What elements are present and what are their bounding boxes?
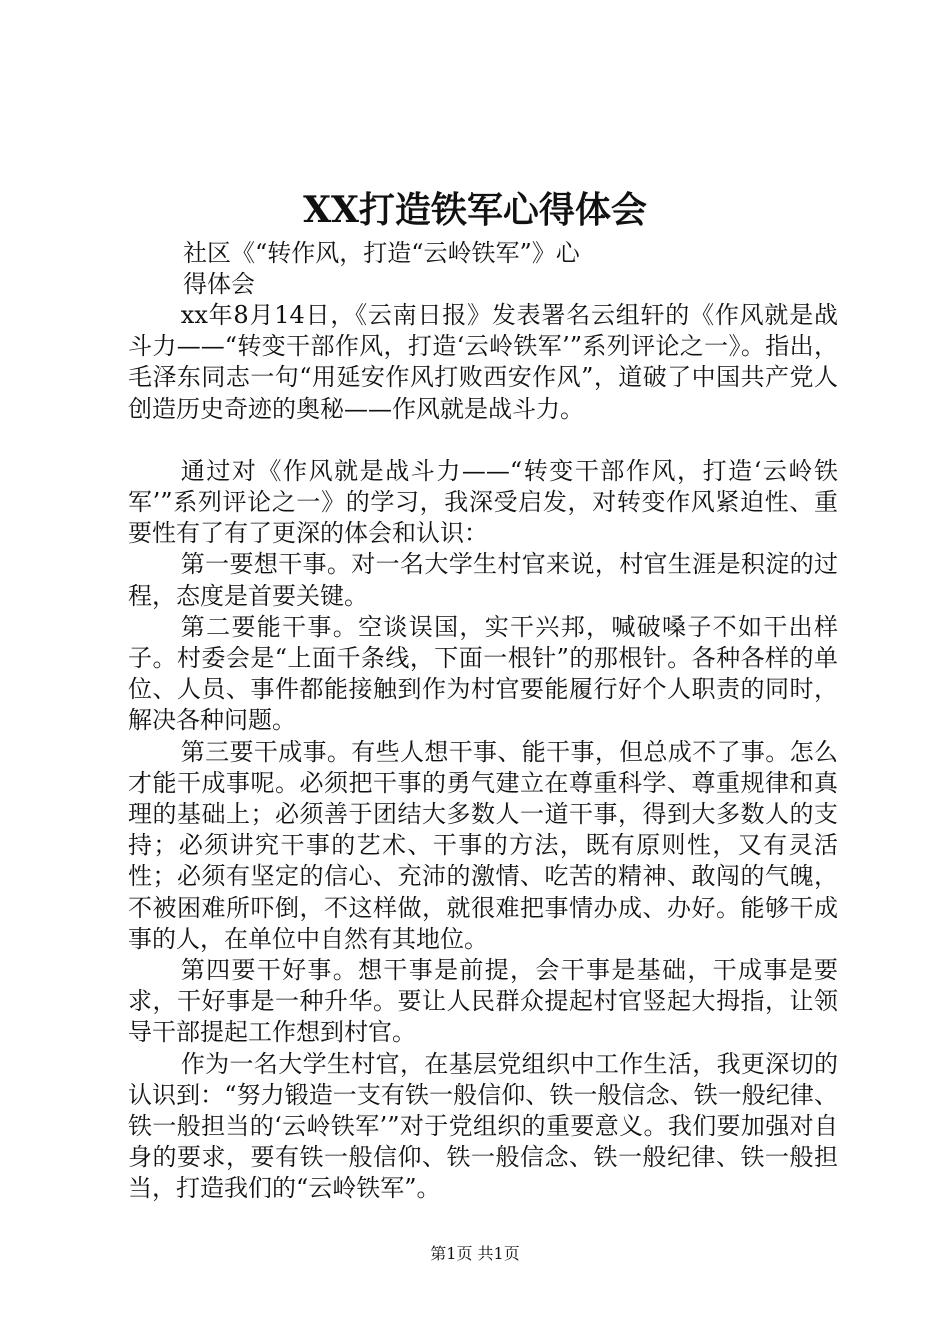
document-body [128, 300, 838, 1205]
paragraph-point-3: 第三要干成事。有些人想干事、能干事，但总成不了事。怎么才能干成事呢。必须把干事的勇气建立在尊重科学、尊重规律和真理的基础上；必须善于团结大多数人一道干事，得到大多数人的支持；必须讲究干事的艺术、干事的方法，既有原则性，又有灵活性；必须有坚定的信心、充沛的激情、吃苦的精神、敢闯的气魄，不被困难所吓倒，不这样做，就很难把事情办成、办好。能够干成事的人，在单位中自然有其地位。 [128, 737, 838, 953]
page-title: XX打造铁军心得体会 [303, 189, 647, 231]
paragraph-point-4: 第四要干好事。想干事是前提，会干事是基础，干成事是要求，干好事是一种升华。要让人民群众提起村官竖起大拇指，让领导干部提起工作想到村官。 [128, 956, 838, 1047]
paragraph-intro: xx年8月14日，《云南日报》发表署名云组轩的《作风就是战斗力——“转变干部作风，打造‘云岭铁军’”系列评论之一》。指出，毛泽东同志一句“用延安作风打败西安作风”，道破了中国共产党人创造历史奇迹的奥秘——作风就是战斗力。 [128, 301, 838, 423]
page-footer: 第1页 共1页 [430, 1244, 520, 1263]
paragraph-point-2: 第二要能干事。空谈误国，实干兴邦，喊破嗓子不如干出样子。村委会是“上面千条线，下面一根针”的那根针。各种各样的单位、人员、事件都能接触到作为村官要能履行好个人职责的同时，解决各种问题。 [128, 612, 838, 735]
paragraph-conclusion: 作为一名大学生村官，在基层党组织中工作生活，我更深切的认识到：“努力锻造一支有铁一般信仰、铁一般信念、铁一般纪律、铁一般担当的‘云岭铁军’”对于党组织的重要意义。我们要加强对自身的要求，要有铁一般信仰、铁一般信念、铁一般纪律、铁一般担当，打造我们的“云岭铁军”。 [128, 1049, 838, 1203]
subtitle-line-1: 社区《“转作风，打造“云岭铁军”》心 [183, 239, 580, 267]
subtitle-line-2: 得体会 [183, 270, 255, 298]
paragraph-study: 通过对《作风就是战斗力——“转变干部作风，打造‘云岭铁军’”系列评论之一》的学习，我深受启发，对转变作风紧迫性、重要性有了有了更深的体会和认识： [128, 456, 838, 548]
subtitle [183, 238, 653, 300]
paragraph-point-1: 第一要想干事。对一名大学生村官来说，村官生涯是积淀的过程，态度是首要关键。 [128, 550, 838, 610]
